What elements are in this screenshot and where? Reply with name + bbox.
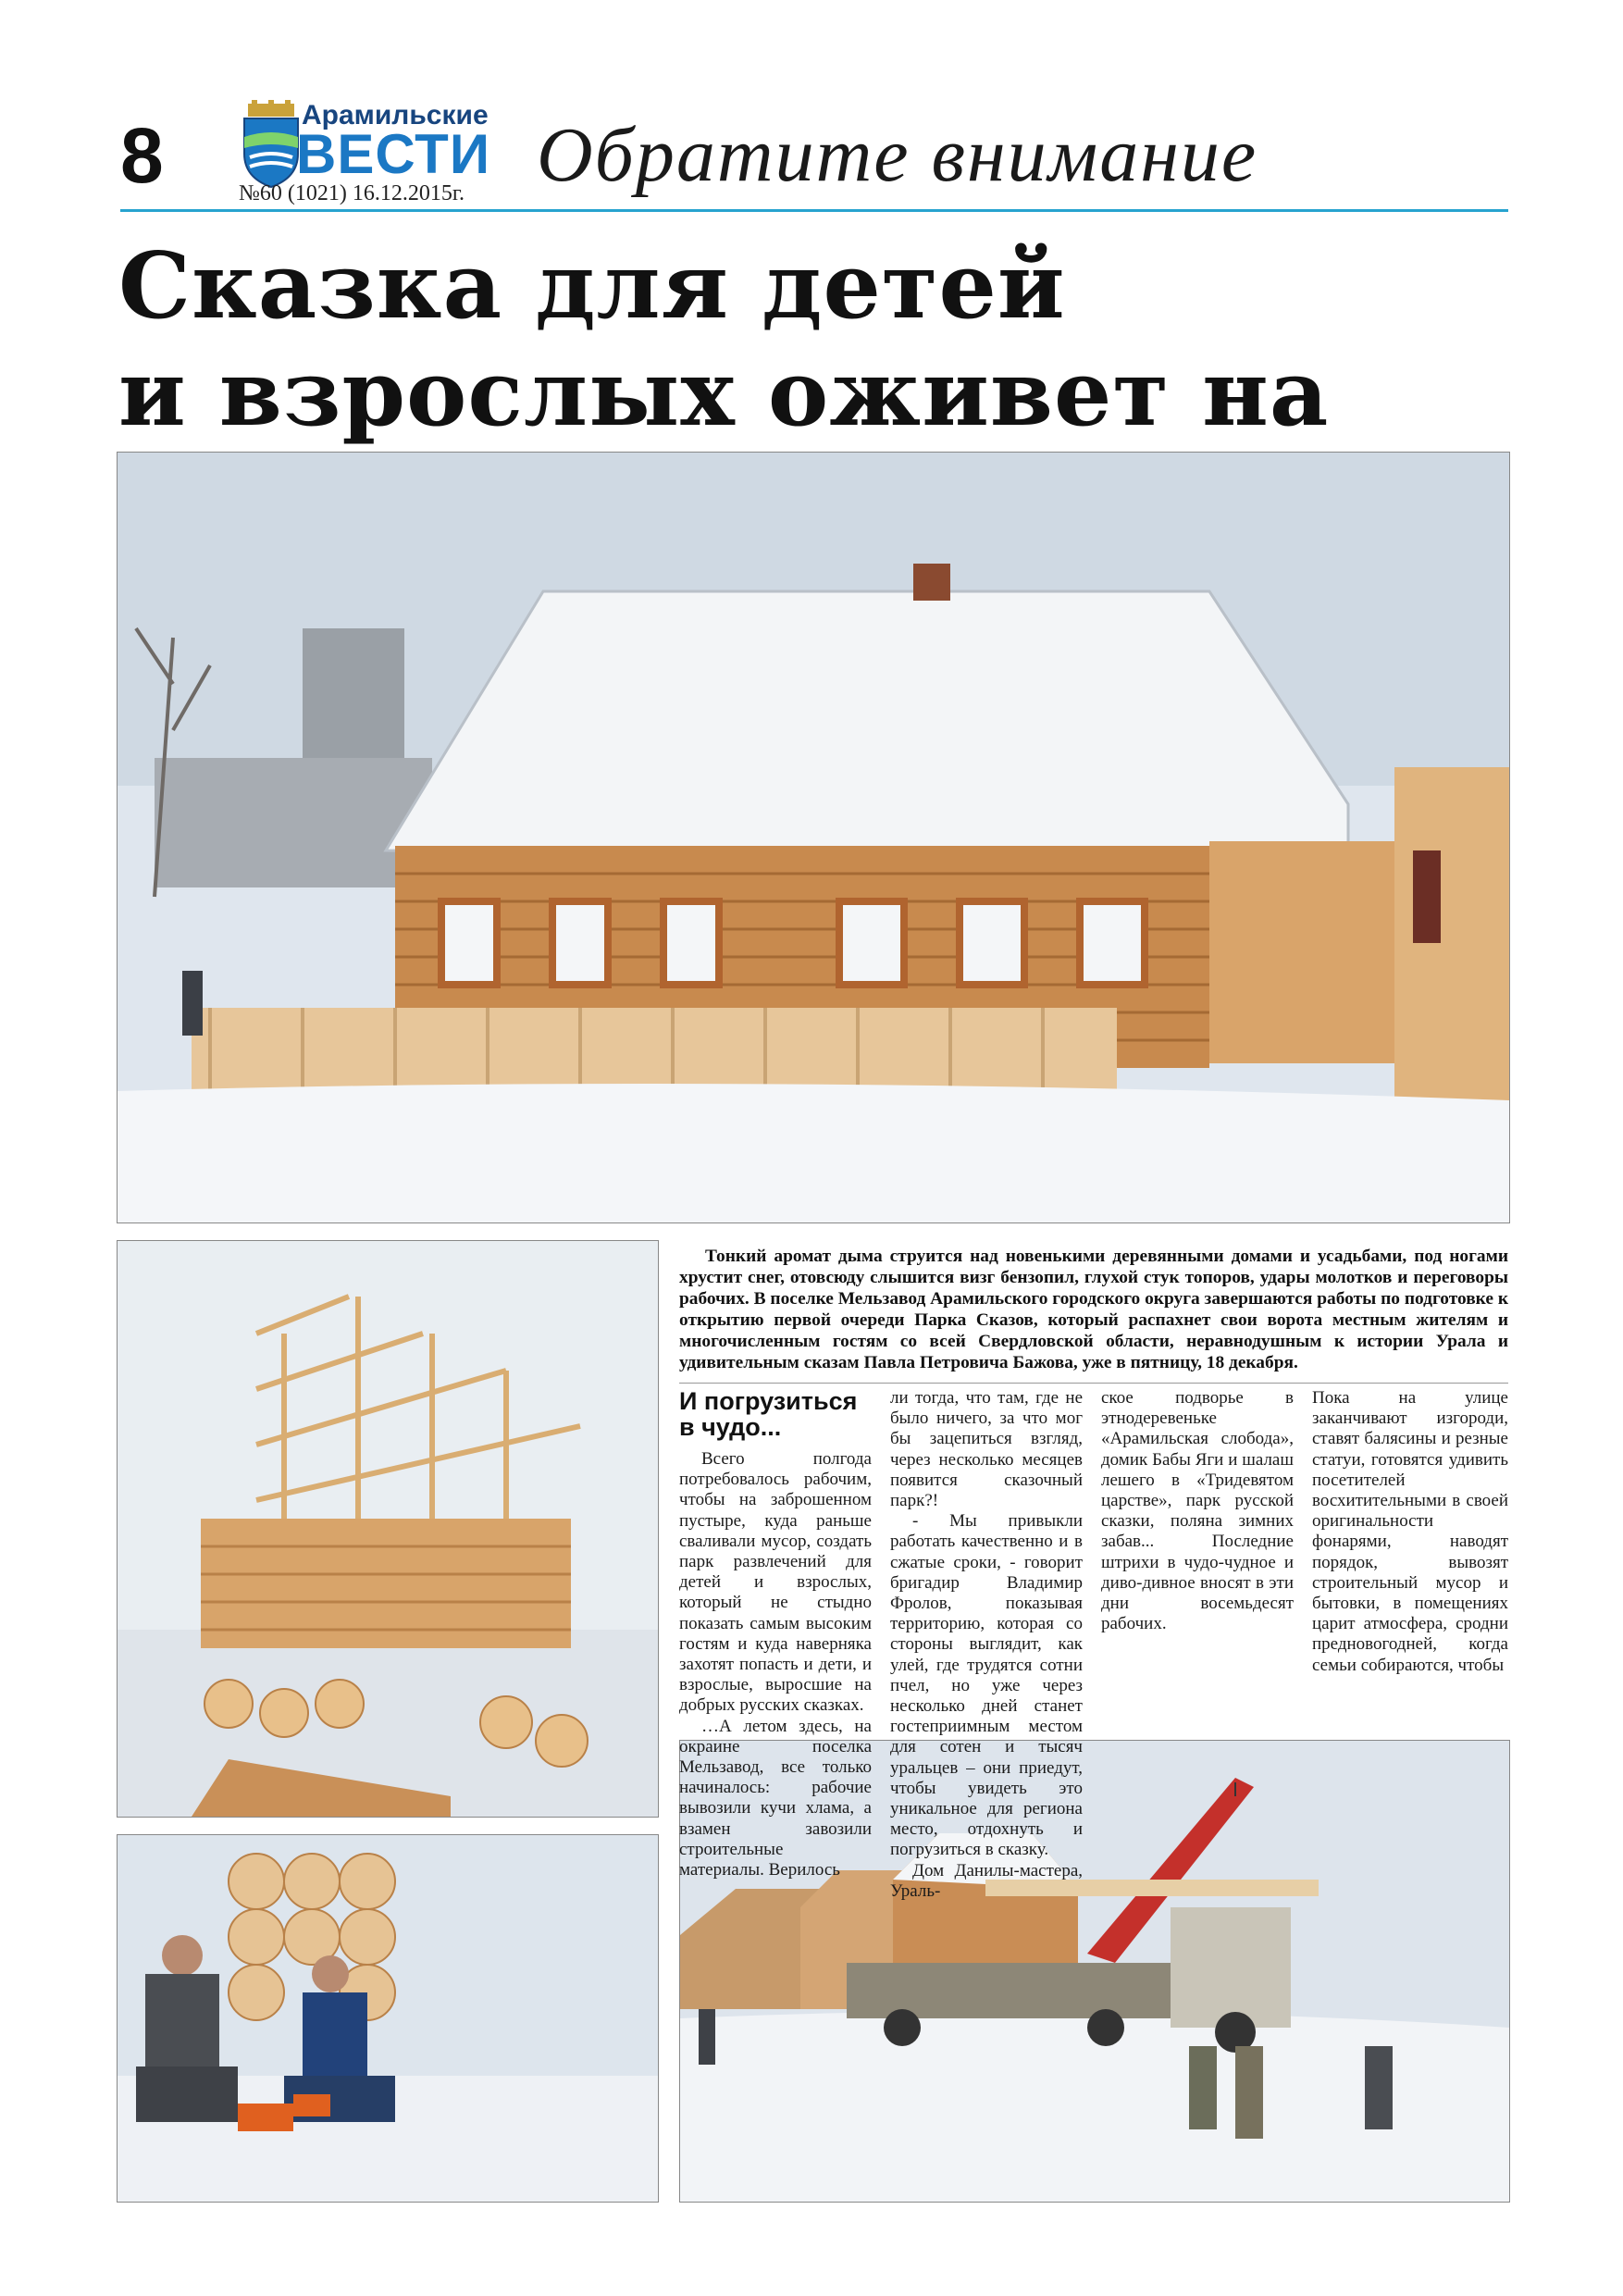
- article-column-4: [1312, 1388, 1508, 1676]
- paragraph: Пока на улице заканчивают изгороди, ставят балясины и резные статуи, готовятся удивить посетителей восхитительными в своей оригинальности фонарями, наводят порядок, вывозят строительный мусор и бытовки, в помещениях царит атмосфера, сродни предновогодней, когда семьи собираются, чтобы: [1312, 1388, 1508, 1675]
- section-rubric: Обратите внимание: [537, 112, 1258, 198]
- article-column-2: [890, 1388, 1083, 1902]
- paragraph: - Мы привыкли работать качественно и в сжатые сроки, - говорит бригадир Владимир Фролов, показывая территорию, которая со стороны выглядит, как улей, где трудятся сотни пчел, но уже через несколько дней станет гостеприимным местом для сотен и тысяч уральцев – они приедут, чтобы увидеть это уникальное для региона место, отдохнуть и погрузиться в сказку.: [890, 1511, 1083, 1860]
- photo-log-house: [117, 452, 1510, 1223]
- photo-house-frame: [117, 1240, 659, 1818]
- page-number: 8: [120, 112, 164, 199]
- paragraph: Всего полгода потребовалось рабочим, чтобы на заброшенном пустыре, куда раньше сваливали мусор, создать парк развлечений для детей и взрослых, который не стыдно показать самым высоким гостям и куда наверняка захотят попасть и дети, и взрослые, выросшие на добрых русских сказках.: [679, 1449, 872, 1716]
- paragraph: Дом Данилы-мастера, Ураль-: [890, 1860, 1083, 1901]
- paragraph: ли тогда, что там, где не было ничего, за что мог бы зацепиться взгляд, через несколько месяцев появится сказочный парк?!: [890, 1388, 1083, 1511]
- header-divider: [120, 209, 1508, 212]
- issue-info: №60 (1021) 16.12.2015г.: [239, 181, 465, 205]
- article-subhead: И погрузиться в чудо...: [679, 1387, 858, 1441]
- paragraph: …А летом здесь, на окраине поселка Мельзавод, все только начиналось: рабочие вывозили кучи хлама, а взамен завозили строительные материалы. Верилось: [679, 1716, 872, 1880]
- headline-line-2: и взрослых оживет на: [118, 341, 1330, 447]
- logo-name-small: Арамильские: [302, 100, 489, 130]
- article-column-3: [1101, 1388, 1294, 1634]
- coat-of-arms-icon: [239, 100, 304, 189]
- logo-name-big: ВЕСТИ: [296, 123, 490, 185]
- article-lead: Тонкий аромат дыма струится над новенькими деревянными домами и усадьбами, под ногами хрустит снег, отовсюду слышится визг бензопил, глухой стук топоров, удары молотков и переговоры рабочих. В поселке Мельзавод Арамильского городского округа завершаются работы по подготовке к открытию первой очереди Парка Сказов, который распахнет свои ворота местным жителям и многочисленным гостям со всей Свердловской области, неравнодушным к истории Урала и удивительным сказам Павла Петровича Бажова, уже в пятницу, 18 декабря.: [679, 1247, 1508, 1372]
- photo-workers: [117, 1834, 659, 2203]
- headline-line-1: Сказка для детей: [118, 233, 1066, 340]
- paragraph: ское подворье в этнодеревеньке «Арамильская слобода», домик Бабы Яги и шалаш лешего в «Тридевятом царстве», парк русской сказки, поляна зимних забав... Последние штрихи в чудо-чудное и диво-дивное вносят в эти дни восемьдесят рабочих.: [1101, 1388, 1294, 1634]
- article-column-1: [679, 1388, 872, 1880]
- lead-divider: [679, 1383, 1508, 1384]
